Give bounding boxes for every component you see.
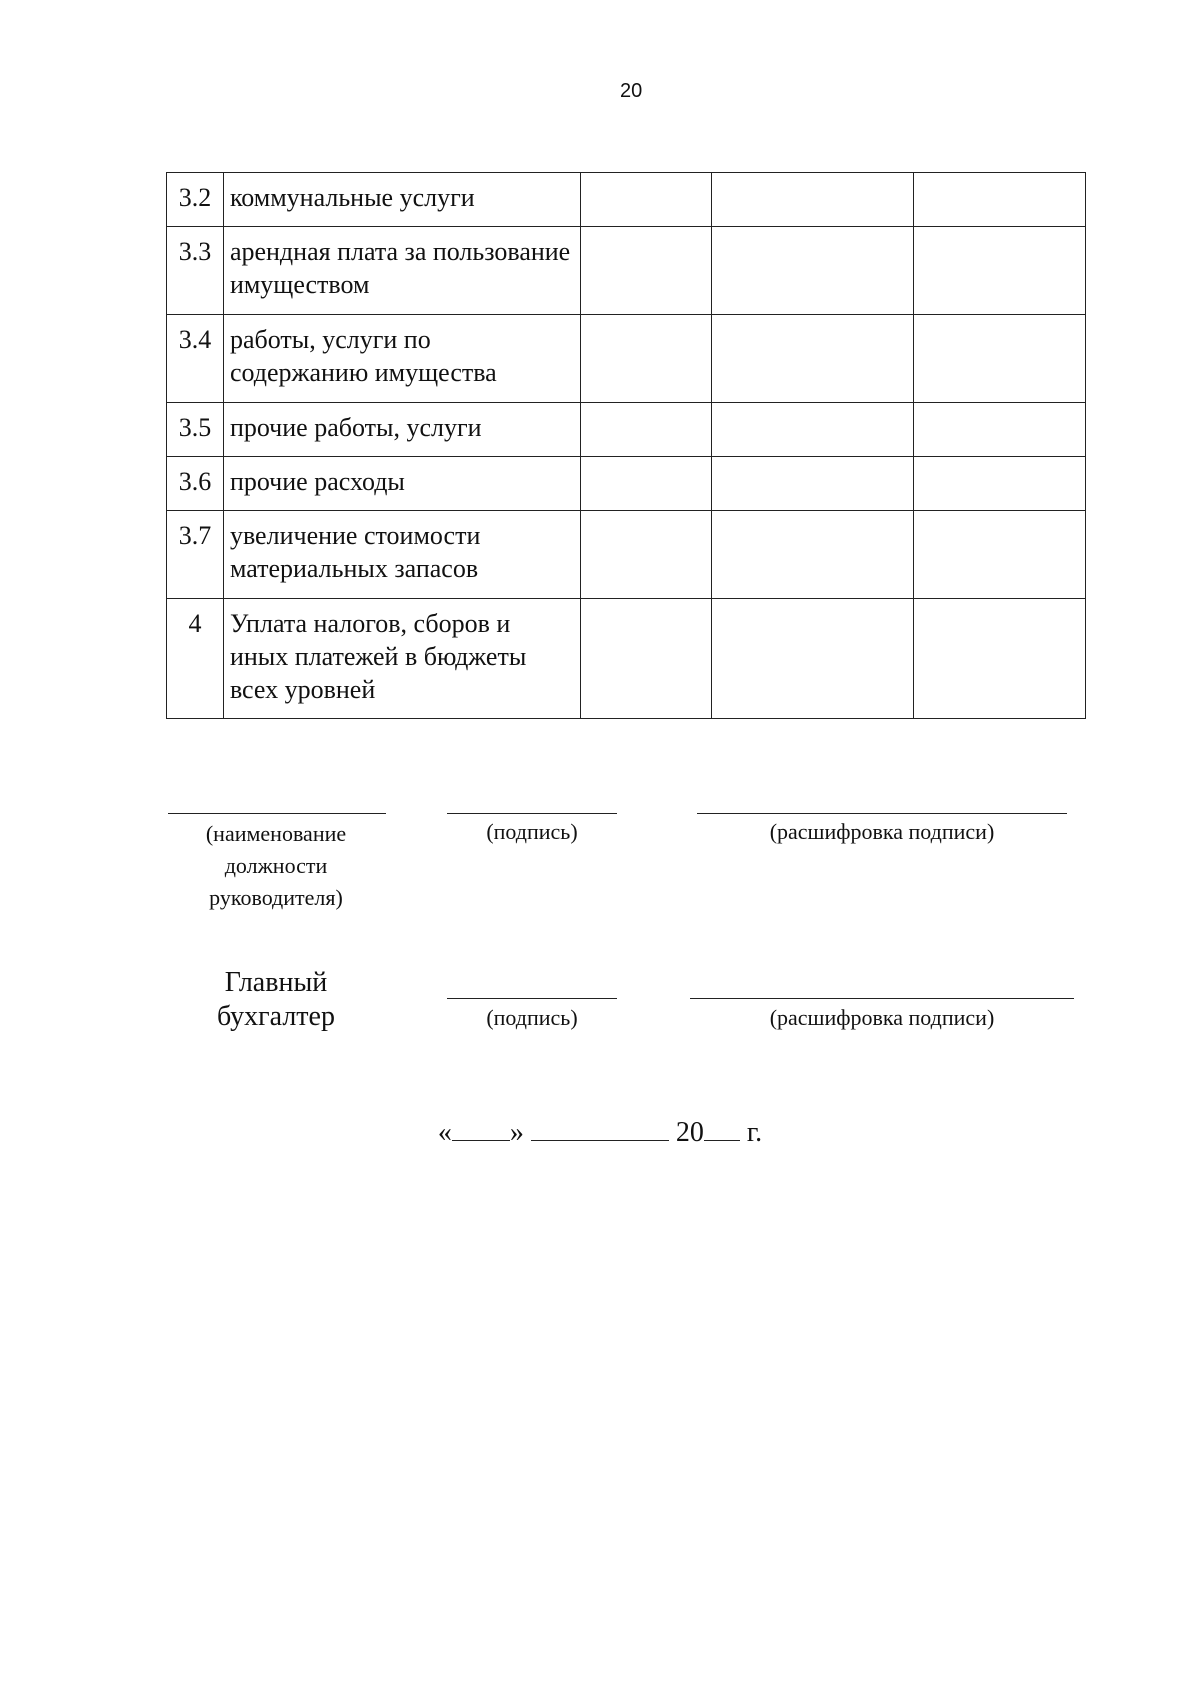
month-blank[interactable] [531, 1112, 669, 1141]
row-name: Уплата налогов, сборов и иных платежей в бюджеты всех уровней [223, 599, 580, 719]
value-cell[interactable] [913, 227, 1085, 315]
value-cell[interactable] [581, 227, 711, 315]
accountant-signature-caption: (подпись) [486, 1005, 578, 1030]
row-name: прочие расходы [223, 457, 580, 511]
date-close-quote: » [509, 1117, 524, 1148]
value-cell[interactable] [581, 403, 711, 457]
accountant-signature-line[interactable] [447, 998, 617, 999]
value-cell[interactable] [581, 173, 711, 227]
row-name: работы, услуги по содержанию имущества [223, 315, 580, 403]
accountant-decoding-line[interactable] [690, 998, 1074, 999]
table-row [167, 173, 1086, 227]
value-cell[interactable] [711, 227, 913, 315]
value-cell[interactable] [913, 457, 1085, 511]
value-cell[interactable] [711, 315, 913, 403]
decoding-line[interactable] [697, 813, 1067, 814]
day-blank[interactable] [452, 1112, 510, 1141]
value-cell[interactable] [581, 599, 711, 719]
value-cell[interactable] [581, 315, 711, 403]
value-cell[interactable] [581, 457, 711, 511]
decoding-caption: (расшифровка подписи) [769, 819, 995, 844]
table-row [167, 315, 1086, 403]
row-code: 3.6 [167, 457, 224, 511]
row-name: арендная плата за пользование имуществом [223, 227, 580, 315]
row-code: 3.4 [167, 315, 224, 403]
table-row [167, 457, 1086, 511]
value-cell[interactable] [913, 403, 1085, 457]
table-row [167, 227, 1086, 315]
table-row [167, 511, 1086, 599]
value-cell[interactable] [711, 403, 913, 457]
row-code: 3.5 [167, 403, 224, 457]
value-cell[interactable] [711, 511, 913, 599]
row-name: увеличение стоимости материальных запасов [223, 511, 580, 599]
year-blank[interactable] [704, 1112, 740, 1141]
value-cell[interactable] [581, 511, 711, 599]
signature-line[interactable] [447, 813, 617, 814]
position-caption: (наименование должности руководителя) [205, 821, 347, 910]
value-cell[interactable] [711, 599, 913, 719]
year-prefix: 20 [675, 1117, 704, 1148]
row-code: 3.2 [167, 173, 224, 227]
row-code: 4 [167, 599, 224, 719]
signature-caption: (подпись) [486, 819, 578, 844]
table-row [167, 403, 1086, 457]
value-cell[interactable] [913, 315, 1085, 403]
position-line[interactable] [168, 813, 386, 814]
accountant-decoding-caption: (расшифровка подписи) [769, 1005, 995, 1030]
year-suffix: г. [746, 1117, 763, 1148]
accountant-role: Главный бухгалтер [217, 967, 335, 1032]
date-line [0, 1112, 1200, 1149]
row-name: прочие работы, услуги [223, 403, 580, 457]
page-number: 20 [620, 80, 643, 102]
value-cell[interactable] [711, 457, 913, 511]
value-cell[interactable] [913, 599, 1085, 719]
date-open-quote: « [437, 1117, 452, 1148]
value-cell[interactable] [913, 511, 1085, 599]
row-code: 3.7 [167, 511, 224, 599]
table-row [167, 599, 1086, 719]
row-name: коммунальные услуги [223, 173, 580, 227]
budget-table [166, 172, 1086, 719]
row-code: 3.3 [167, 227, 224, 315]
value-cell[interactable] [913, 173, 1085, 227]
value-cell[interactable] [711, 173, 913, 227]
